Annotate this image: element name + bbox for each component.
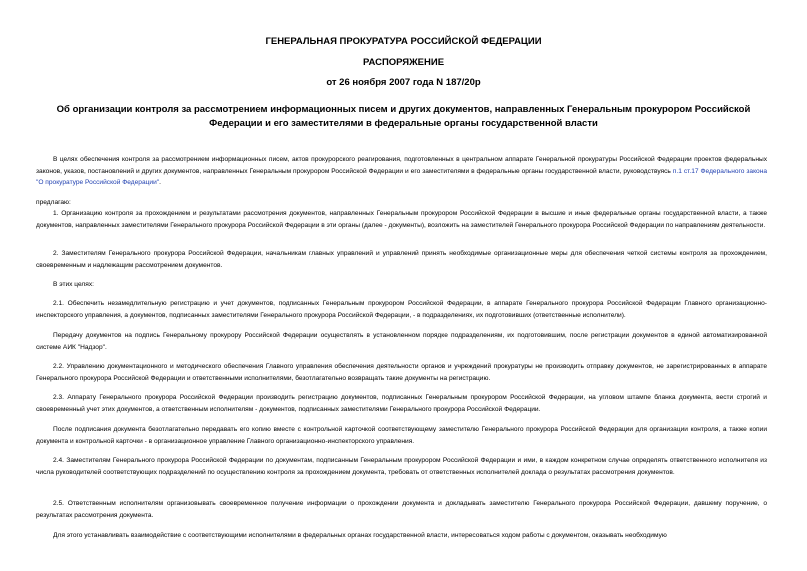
paragraph-1: 1. Организацию контроля за прохождением и результатами рассмотрения документов, направленных Генеральным прокурором Российской Федерации в высшие и иные федеральные органы государственной власти, а также документов, направленных заместителями Генерального прокурора Российской Федерации в эти органы (далее - документы), возложить на заместителей Генерального прокурора Российской Федерации по направлениям деятельности. — [36, 210, 767, 229]
paragraph-2-3: 2.3. Аппарату Генерального прокурора Российской Федерации производить регистрацию документов, подписанных Генеральным прокурором Российской Федерации, на угловом штампе бланка документа, вести строгий и своевременный учет этих документов, а ответственным исполнителям - документов, подписанных заместителями Генерального прокурора Российской Федерации. — [36, 394, 767, 413]
paragraph-dlya: Для этого устанавливать взаимодействие с соответствующими исполнителями в федеральных органах государственной власти, интересоваться ходом работы с документом, оказывать необходимую — [53, 532, 667, 539]
paragraph-2-1: 2.1. Обеспечить незамедлительную регистрацию и учет документов, подписанных Генеральным прокурором Российской Федерации, в аппарате Генерального прокурора Российской Федерации Главного организационно-инспекторского управления, а документов, подписанных заместителями Генерального прокурора Российской Федерации, - в подразделениях, их подготовивших (ответственные исполнители). — [36, 300, 767, 319]
doc-title: Об организации контроля за рассмотрением информационных писем и других документов, направленных Генеральным прокурором Российской Федерации и его заместителями в федеральные органы государственной власти — [56, 104, 751, 129]
paragraph-peredachu: Передачу документов на подпись Генеральному прокурору Российской Федерации осуществлять в установленном порядке подразделениям, их подготовившим, после регистрации документов в единой автоматизированной системе АИК "Надзор". — [36, 332, 767, 351]
predlagayu-text: предлагаю: — [36, 199, 71, 206]
paragraph-2: 2. Заместителям Генерального прокурора Российской Федерации, начальникам главных управлений и управлений принять необходимые организационные меры для обеспечения четкой системы контроля за прохождением, своевременным и надлежащим рассмотрением документов. — [36, 250, 767, 269]
paragraph-2-5: 2.5. Ответственным исполнителям организовывать своевременное получение информации о прохождении документа и докладывать заместителю Генерального прокурора Российской Федерации, давшему поручение, о результатах рассмотрения документа. — [36, 500, 767, 519]
paragraph-2-4: 2.4. Заместителям Генерального прокурора Российской Федерации по документам, подписанным Генеральным прокурором Российской Федерации и ими, в каждом конкретном случае определять ответственного исполнителя из числа руководителей соответствующих подразделений по осуществлению контроля за прохождением документа, требовать от ответственных исполнителей доклада о результатах рассмотрения документов. — [36, 457, 767, 476]
doc-type: РАСПОРЯЖЕНИЕ — [362, 57, 445, 68]
paragraph-posle: После подписания документа безотлагательно передавать его копию вместе с контрольной карточкой соответствующему заместителю Генерального прокурора Российской Федерации для организации контроля, а также копии документа и контрольной карточки - в организационное управление Главного организационно-инспекторского управления. — [36, 426, 767, 445]
law-article-link[interactable]: п.1 ст.17 — [672, 167, 699, 175]
org-header: ГЕНЕРАЛЬНАЯ ПРОКУРАТУРА РОССИЙСКОЙ ФЕДЕРАЦИИ — [265, 36, 542, 47]
doc-date-number: от 26 ноября 2007 года N 187/20р — [326, 77, 481, 88]
intro-text: В целях обеспечения контроля за рассмотрением информационных писем, актов прокурорского реагирования, подготовленных в центральном аппарате Генеральной прокуратуры Российской Федерации проектов федеральных законов, указов, постановлений и других документов, направленных Генеральным прокурором Российской Федерации и его заместителями в федеральные органы государственной власти, руководствуясь — [36, 156, 767, 175]
paragraph-v-etih: В этих целях: — [53, 281, 94, 288]
intro-end: . — [159, 179, 161, 186]
intro-paragraph — [36, 154, 767, 189]
paragraph-2-2: 2.2. Управлению документационного и методического обеспечения Главного управления обеспечения деятельности органов и учреждений прокуратуры не производить отправку документов, не зарегистрированных в аппарате Генерального прокурора Российской Федерации и ответственными исполнителями, безотлагательно возвращать такие документы на регистрацию. — [36, 363, 767, 382]
prosecutor-law-link[interactable]: Федерального закона "О прокуратуре Российской Федерации" — [36, 167, 768, 186]
